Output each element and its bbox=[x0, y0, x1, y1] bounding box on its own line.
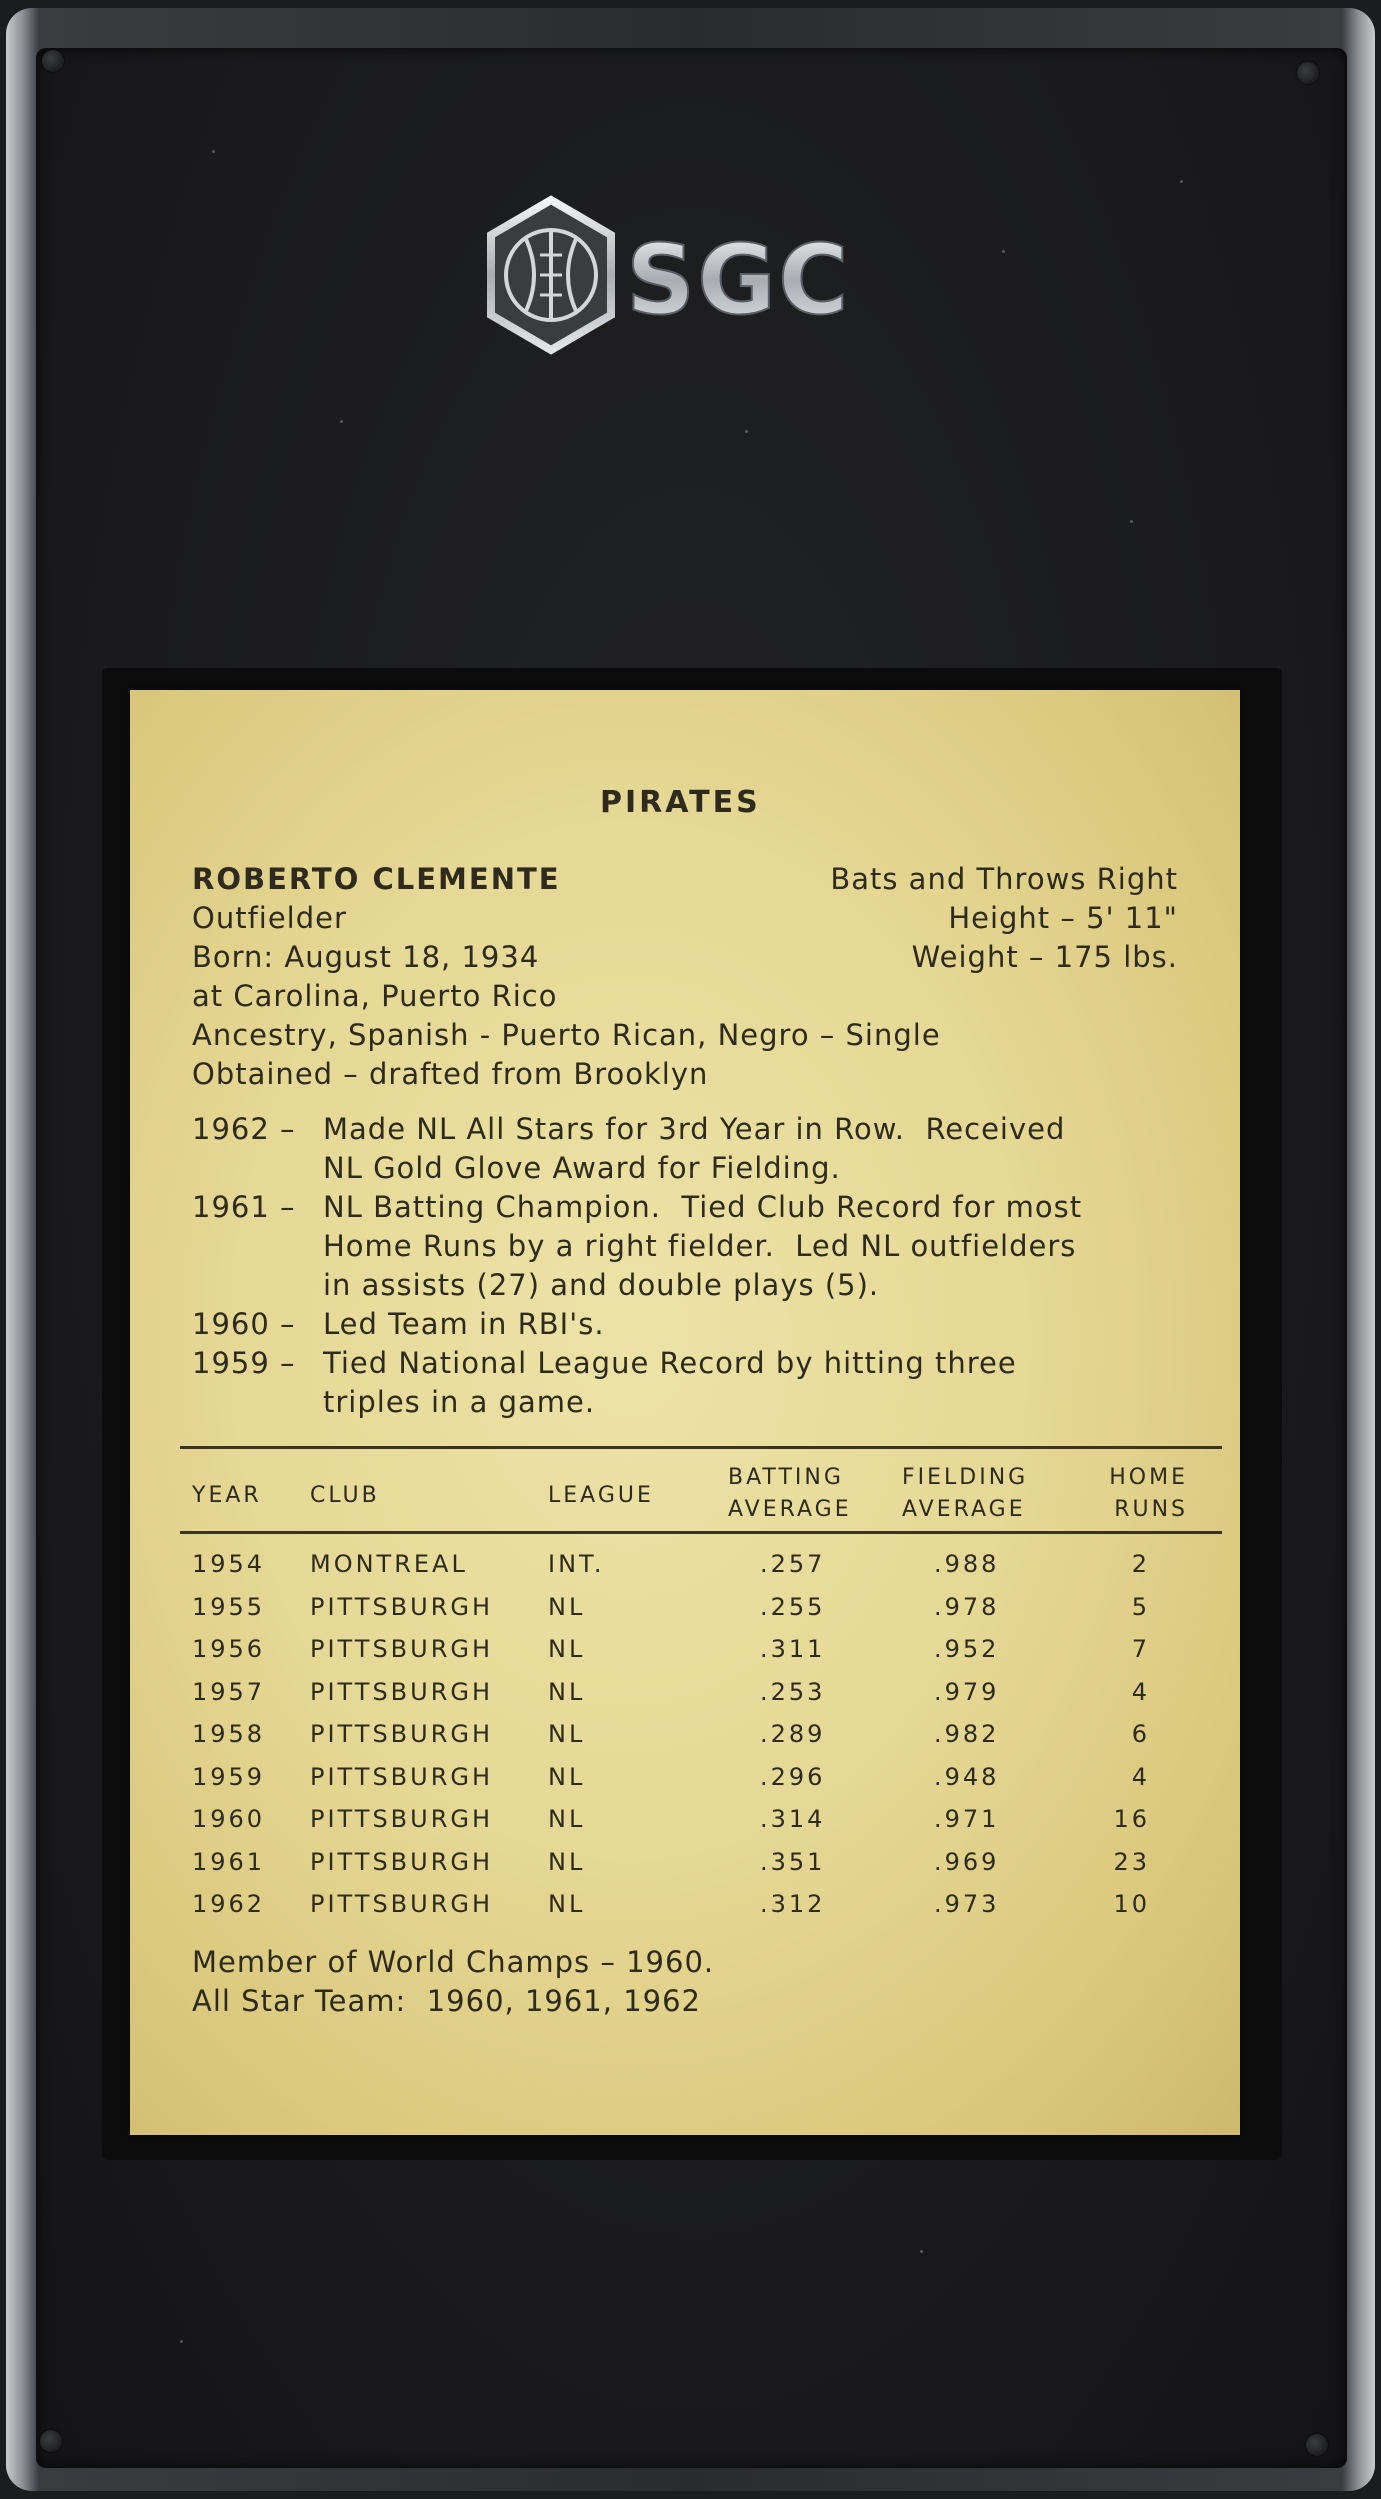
cell-club: PITTSBURGH bbox=[310, 1890, 494, 1918]
cell-year: 1959 bbox=[192, 1762, 266, 1791]
cell-fielding-average: .948 bbox=[934, 1762, 1000, 1791]
cell-batting-average: .253 bbox=[760, 1677, 826, 1706]
highlight-year: 1959 – bbox=[192, 1346, 296, 1380]
header-home: HOME bbox=[1109, 1465, 1188, 1490]
cell-fielding-average: .969 bbox=[934, 1847, 1000, 1876]
cell-club: PITTSBURGH bbox=[310, 1677, 494, 1706]
cell-league: NL bbox=[548, 1762, 586, 1791]
cell-home-runs: 16 bbox=[1113, 1805, 1150, 1833]
cell-batting-average: .351 bbox=[760, 1847, 826, 1876]
header-batting: BATTING bbox=[728, 1465, 844, 1490]
header-fielding: FIELDING bbox=[902, 1465, 1029, 1490]
cell-home-runs: 4 bbox=[1131, 1677, 1150, 1706]
cell-home-runs: 6 bbox=[1131, 1720, 1150, 1748]
weight: Weight – 175 lbs. bbox=[911, 940, 1178, 974]
cell-fielding-average: .978 bbox=[934, 1592, 1000, 1621]
world-champs-note: Member of World Champs – 1960. bbox=[192, 1945, 715, 1979]
highlight-year: 1962 – bbox=[192, 1112, 296, 1146]
cell-fielding-average: .979 bbox=[934, 1677, 1000, 1706]
birth-date: Born: August 18, 1934 bbox=[192, 940, 540, 974]
bats-throws: Bats and Throws Right bbox=[830, 862, 1178, 896]
cell-league: INT. bbox=[548, 1550, 605, 1578]
table-top-rule bbox=[180, 1446, 1222, 1449]
slab-rivet bbox=[42, 50, 64, 72]
cell-batting-average: .312 bbox=[760, 1890, 826, 1918]
cell-batting-average: .314 bbox=[760, 1805, 826, 1833]
cell-home-runs: 2 bbox=[1131, 1550, 1150, 1578]
cell-year: 1956 bbox=[192, 1635, 266, 1663]
birthplace: at Carolina, Puerto Rico bbox=[192, 979, 558, 1013]
cell-year: 1958 bbox=[192, 1720, 266, 1748]
cell-fielding-average: .971 bbox=[934, 1805, 1000, 1833]
cell-year: 1962 bbox=[192, 1890, 266, 1918]
cell-year: 1955 bbox=[192, 1592, 266, 1621]
cell-year: 1961 bbox=[192, 1847, 266, 1876]
cell-league: NL bbox=[548, 1677, 586, 1706]
cell-batting-average: .296 bbox=[760, 1762, 826, 1791]
highlight-year: 1961 – bbox=[192, 1190, 296, 1224]
baseball-hexagon-icon bbox=[491, 200, 611, 350]
cell-fielding-average: .982 bbox=[934, 1720, 1000, 1748]
cell-home-runs: 23 bbox=[1113, 1847, 1150, 1876]
slab-rivet bbox=[1297, 62, 1319, 84]
cell-fielding-average: .952 bbox=[934, 1635, 1000, 1663]
cell-league: NL bbox=[548, 1805, 586, 1833]
cell-league: NL bbox=[548, 1592, 586, 1621]
cell-league: NL bbox=[548, 1890, 586, 1918]
cell-batting-average: .255 bbox=[760, 1592, 826, 1621]
highlight-line: NL Gold Glove Award for Fielding. bbox=[323, 1151, 841, 1185]
player-name: ROBERTO CLEMENTE bbox=[192, 862, 561, 896]
cell-club: PITTSBURGH bbox=[310, 1635, 494, 1663]
highlight-line: in assists (27) and double plays (5). bbox=[323, 1268, 880, 1302]
cell-league: NL bbox=[548, 1847, 586, 1876]
cell-fielding-average: .988 bbox=[934, 1550, 1000, 1578]
cell-club: PITTSBURGH bbox=[310, 1847, 494, 1876]
cell-club: PITTSBURGH bbox=[310, 1720, 494, 1748]
cell-batting-average: .257 bbox=[760, 1550, 826, 1578]
ancestry: Ancestry, Spanish - Puerto Rican, Negro – Single bbox=[192, 1018, 941, 1052]
team-name: PIRATES bbox=[600, 785, 761, 820]
highlight-line: Home Runs by a right fielder. Led NL outfielders bbox=[323, 1229, 1077, 1263]
header-fielding-avg: AVERAGE bbox=[902, 1497, 1026, 1522]
cell-home-runs: 5 bbox=[1131, 1592, 1150, 1621]
highlight-line: NL Batting Champion. Tied Club Record for most bbox=[323, 1190, 1083, 1224]
header-league: LEAGUE bbox=[548, 1483, 654, 1508]
header-batting-avg: AVERAGE bbox=[728, 1497, 852, 1522]
cell-batting-average: .311 bbox=[760, 1635, 826, 1663]
header-year: YEAR bbox=[192, 1483, 262, 1508]
highlight-line: Made NL All Stars for 3rd Year in Row. Received bbox=[323, 1112, 1066, 1146]
player-position: Outfielder bbox=[192, 901, 347, 935]
slab-rivet bbox=[1306, 2434, 1328, 2456]
header-club: CLUB bbox=[310, 1483, 380, 1508]
table-header-rule bbox=[180, 1531, 1222, 1534]
cell-club: PITTSBURGH bbox=[310, 1762, 494, 1791]
cell-home-runs: 4 bbox=[1131, 1762, 1150, 1791]
cell-year: 1954 bbox=[192, 1550, 266, 1578]
cell-year: 1957 bbox=[192, 1677, 266, 1706]
slab-rivet bbox=[40, 2430, 62, 2452]
trading-card-back bbox=[130, 690, 1240, 2135]
sgc-logo-text: SGC bbox=[626, 224, 851, 336]
highlight-line: Tied National League Record by hitting three bbox=[323, 1346, 1017, 1380]
cell-home-runs: 10 bbox=[1113, 1890, 1150, 1918]
cell-fielding-average: .973 bbox=[934, 1890, 1000, 1918]
highlight-line: Led Team in RBI's. bbox=[323, 1307, 605, 1341]
highlight-line: triples in a game. bbox=[323, 1385, 596, 1419]
highlight-year: 1960 – bbox=[192, 1307, 296, 1341]
sgc-logo bbox=[476, 195, 886, 365]
cell-club: PITTSBURGH bbox=[310, 1805, 494, 1833]
obtained: Obtained – drafted from Brooklyn bbox=[192, 1057, 709, 1091]
cell-club: MONTREAL bbox=[310, 1550, 468, 1578]
header-runs: RUNS bbox=[1114, 1497, 1188, 1522]
height: Height – 5' 11" bbox=[948, 901, 1178, 935]
cell-club: PITTSBURGH bbox=[310, 1592, 494, 1621]
cell-home-runs: 7 bbox=[1131, 1635, 1150, 1663]
cell-year: 1960 bbox=[192, 1805, 266, 1833]
cell-league: NL bbox=[548, 1635, 586, 1663]
cell-batting-average: .289 bbox=[760, 1720, 826, 1748]
all-star-note: All Star Team: 1960, 1961, 1962 bbox=[192, 1984, 701, 2018]
cell-league: NL bbox=[548, 1720, 586, 1748]
